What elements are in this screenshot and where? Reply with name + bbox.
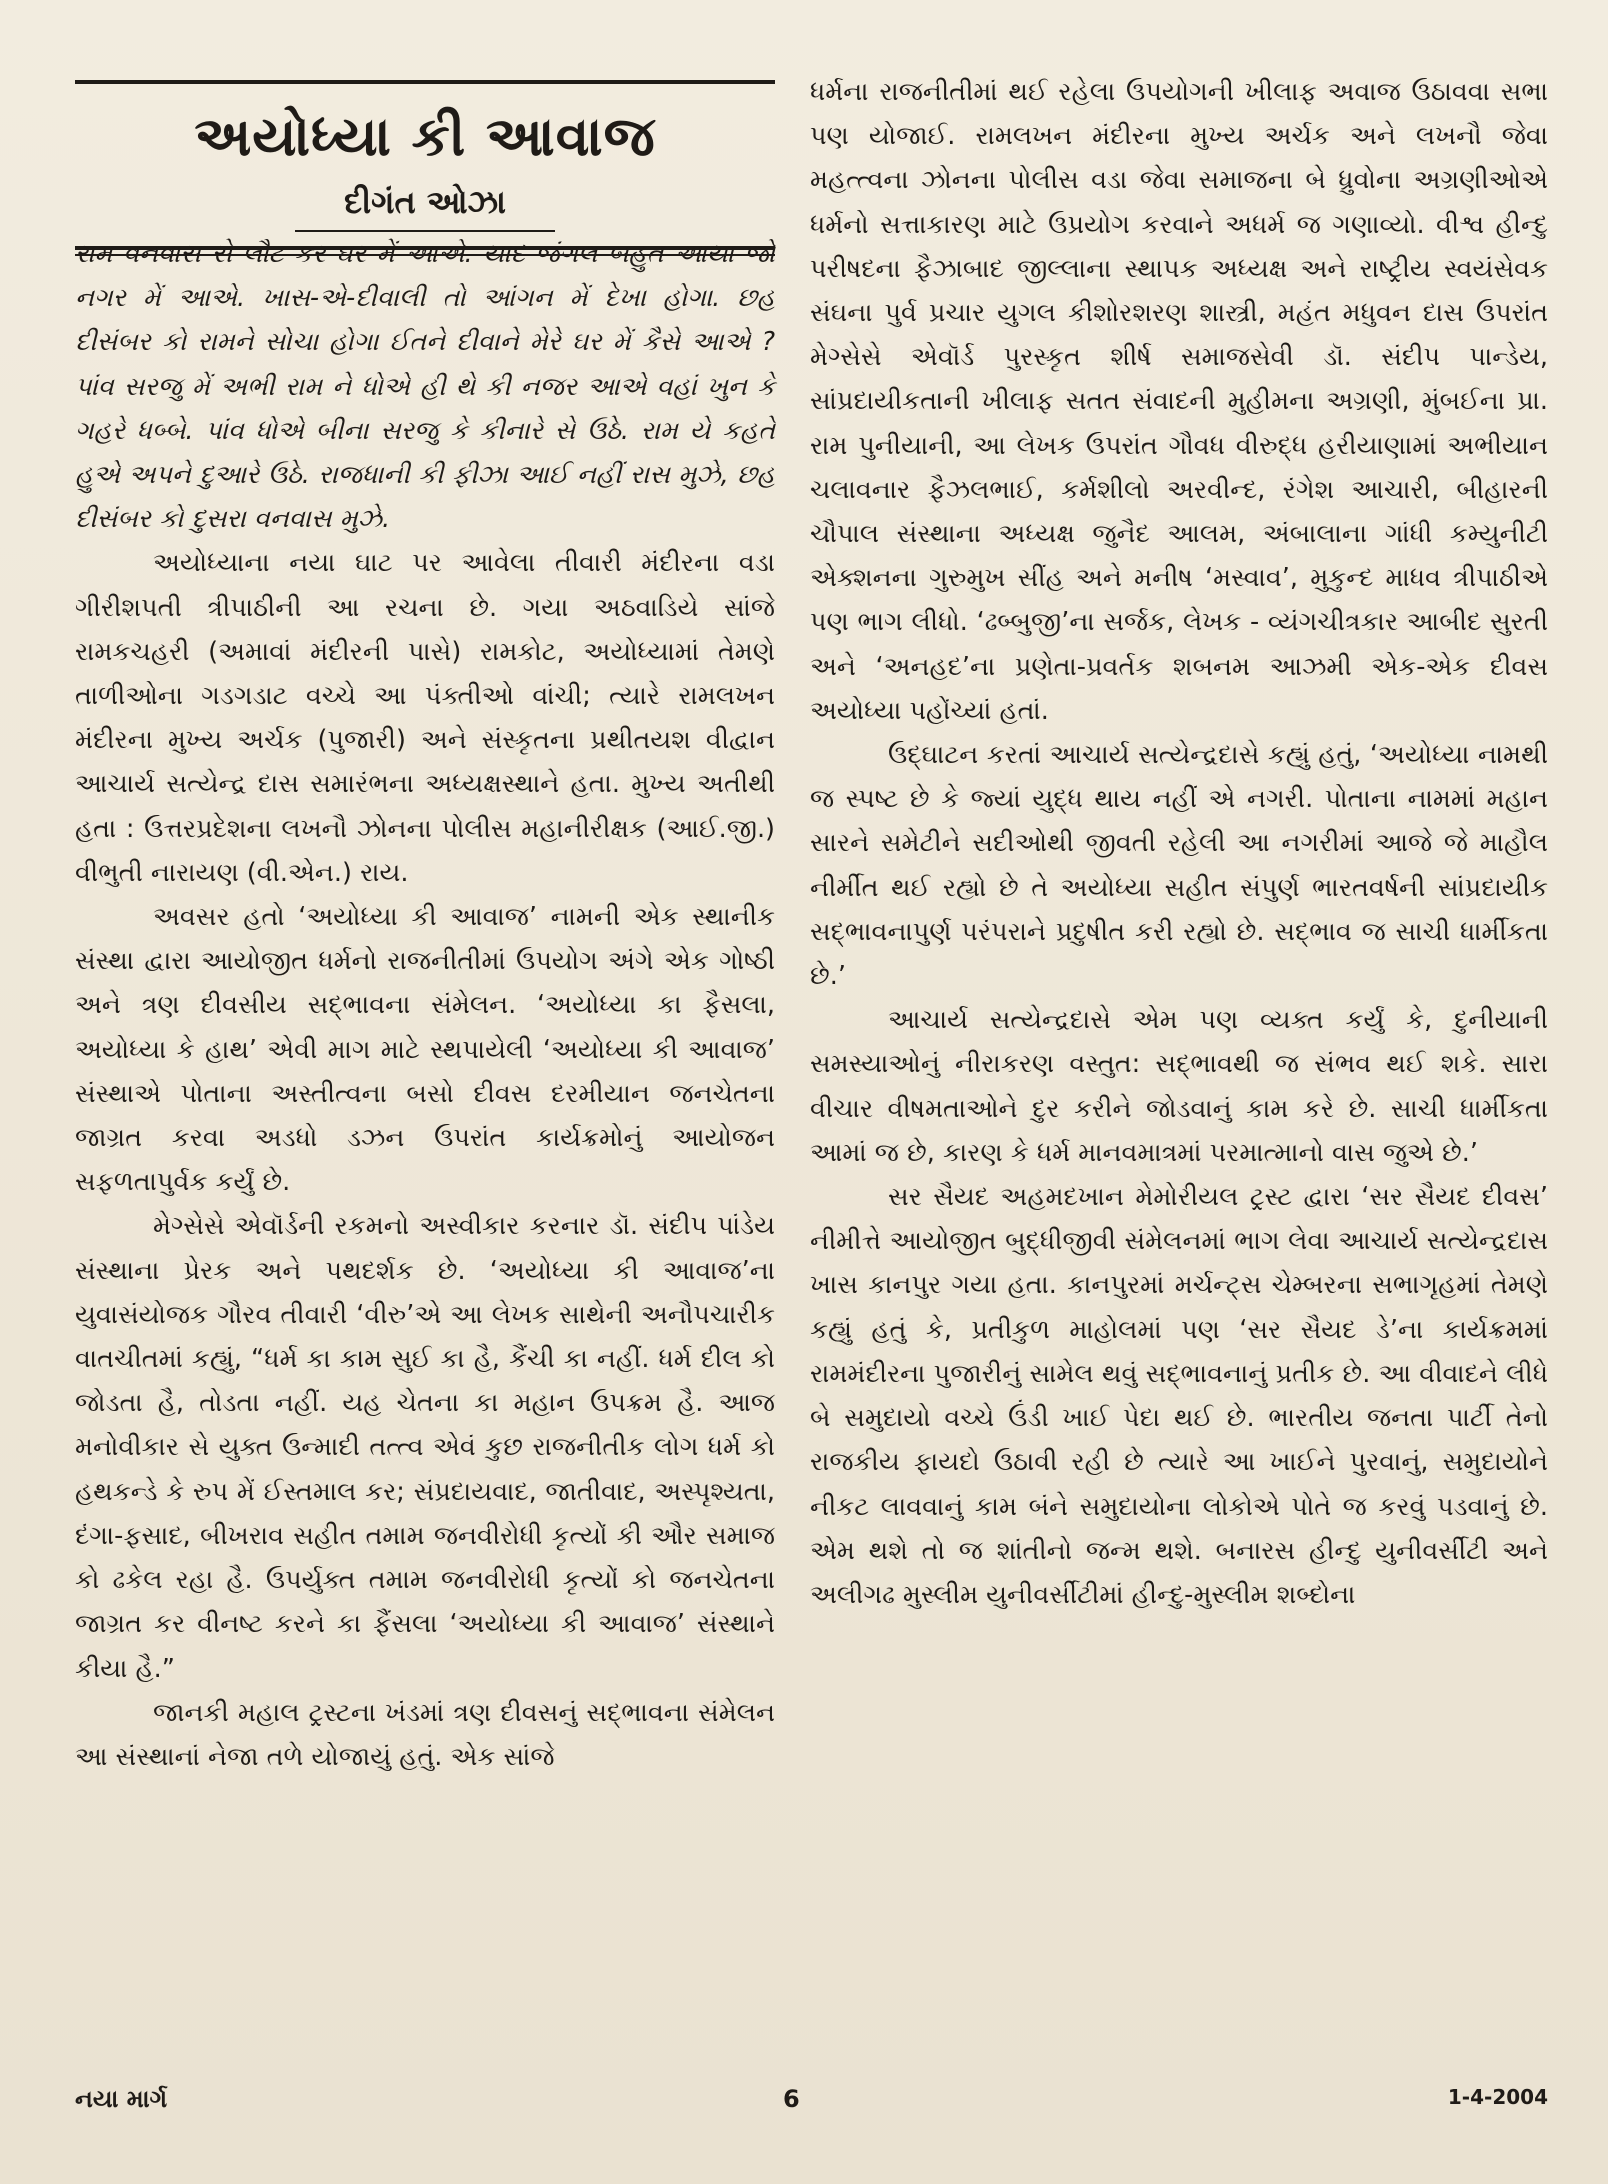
top-rule bbox=[75, 80, 775, 84]
page-footer bbox=[75, 2085, 1548, 2125]
page-number: 6 bbox=[783, 2085, 800, 2113]
issue-date: 1-4-2004 bbox=[1447, 2085, 1548, 2109]
right-column bbox=[810, 70, 1548, 1617]
paragraph: જાનકી મહાલ ટ્રસ્ટના ખંડમાં ત્રણ દીવસનું સદ્ભાવના સંમેલન આ સંસ્થાનાં નેજા તળે યોજાયું હતું. એક સાંજે bbox=[75, 1697, 775, 1772]
paragraph: ઉદ્ઘાટન કરતાં આચાર્ય સત્યેન્દ્રદાસે કહ્યું હતું, ‘અયોધ્યા નામથી જ સ્પષ્ટ છે કે જ્યાં યુદ્ધ થાય નહીં એ નગરી. પોતાના નામમાં મહાન સારને સમેટીને સદીઓથી જીવતી રહેલી આ નગરીમાં આજે જે માહૌલ નીર્મીત થઈ રહ્યો છે તે અયોધ્યા સહીત સંપુર્ણ ભારતવર્ષની સાંપ્રદાયીક સદ્ભાવનાપુર્ણ પરંપરાને પ્રદુષીત કરી રહ્યો છે. સદ્ભાવ જ સાચી ધાર્મીકતા છે.’ bbox=[810, 740, 1548, 992]
paragraph: ધર્મના રાજનીતીમાં થઈ રહેલા ઉપયોગની ખીલાફ અવાજ ઉઠાવવા સભા પણ યોજાઈ. રામલખન મંદીરના મુખ્ય અર્ચક અને લખનૌ જેવા મહત્ત્વના ઝોનના પોલીસ વડા જેવા સમાજના બે ધ્રુવોના અગ્રણીઓએ ધર્મનો સત્તાકારણ માટે ઉપ્રયોગ કરવાને અધર્મ જ ગણાવ્યો. વીશ્વ હીન્દુ પરીષદના ફૈઝાબાદ જીલ્લાના સ્થાપક અધ્યક્ષ અને રાષ્ટ્રીય સ્વયંસેવક સંઘના પુર્વ પ્રચાર યુગલ કીશોરશરણ શાસ્ત્રી, મહંત મધુવન દાસ ઉપરાંત મેગ્સેસે એવૉર્ડ પુરસ્કૃત શીર્ષ સમાજસેવી ડૉ. સંદીપ પાન્ડેય, સાંપ્રદાયીકતાની ખીલાફ સતત સંવાદની મુહીમના અગ્રણી, મુંબઈના પ્રા. રામ પુનીયાની, આ લેખક ઉપરાંત ગૌવધ વીરુદ્ધ હરીયાણામાં અભીયાન ચલાવનાર ફૈઝલભાઈ, કર્મશીલો અરવીન્દ, રંગેશ આચારી, બીહારની ચૌપાલ સંસ્થાના અધ્યક્ષ જુનૈદ આલમ, અંબાલાના ગાંધી કમ્યુનીટી એક્શનના ગુરુમુખ સીંહ અને મનીષ ‘મસ્વાવ’, મુકુન્દ માધવ ત્રીપાઠીએ પણ ભાગ લીધો. ‘ઢબ્બુજી’ના સર્જક, લેખક - વ્યંગચીત્રકાર આબીદ સુરતી અને ‘અનહદ’ના પ્રણેતા-પ્રવર્તક શબનમ આઝમી એક-એક દીવસ અયોધ્યા પહોંચ્યાં હતાં. bbox=[810, 77, 1548, 726]
paragraph: આચાર્ય સત્યેન્દ્રદાસે એમ પણ વ્યક્ત કર્યું કે, દુનીયાની સમસ્યાઓનું નીરાકરણ વસ્તુત: સદ્ભાવથી જ સંભવ થઈ શકે. સારા વીચાર વીષમતાઓને દુર કરીને જોડવાનું કામ કરે છે. સાચી ધાર્મીકતા આમાં જ છે, કારણ કે ધર્મ માનવમાત્રમાં પરમાત્માનો વાસ જુએ છે.’ bbox=[810, 1005, 1548, 1168]
paragraph: સર સૈયદ અહમદખાન મેમોરીયલ ટ્રસ્ટ દ્વારા ‘સર સૈયદ દીવસ’ નીમીત્તે આયોજીત બુદ્ધીજીવી સંમેલનમાં ભાગ લેવા આચાર્ય સત્યેન્દ્રદાસ ખાસ કાનપુર ગયા હતા. કાનપુરમાં મર્ચન્ટ્સ ચેમ્બરના સભાગૃહમાં તેમણે કહ્યું હતું કે, પ્રતીકુળ માહોલમાં પણ ‘સર સૈયદ ડે’ના કાર્યક્રમમાં રામમંદીરના પુજારીનું સામેલ થવું સદ્ભાવનાનું પ્રતીક છે. આ વીવાદને લીધે બે સમુદાયો વચ્ચે ઉંડી ખાઈ પેદા થઈ છે. ભારતીય જનતા પાર્ટી તેનો રાજકીય ફાયદો ઉઠાવી રહી છે ત્યારે આ ખાઈને પુરવાનું, સમુદાયોને નીકટ લાવવાનું કામ બંને સમુદાયોના લોકોએ પોતે જ કરવું પડવાનું છે. એમ થશે તો જ શાંતીનો જન્મ થશે. બનારસ હીન્દુ યુનીવર્સીટી અને અલીગઢ મુસ્લીમ યુનીવર્સીટીમાં હીન્દુ-મુસ્લીમ શબ્દોના bbox=[810, 1182, 1548, 1610]
poem-quote: રામ વનવાસ સે લૌટ કર ઘર મેં આએ. યાદ જંગલ બહુત આયા જો નગર મેં આએ. ખાસ-એ-દીવાલી તો આંગન મેં દેખા હોગા. છહ દીસંબર કો રામને સોચા હોગા ઈતને દીવાને મેરે ઘર મેં કૈસે આએ ? પાંવ સરજુ મેં અભી રામ ને ધોએ હી થે કી નજર આએ વહાં ખુન કે ગહરે ધબ્બે. પાંવ ધોએ બીના સરજુ કે કીનારે સે ઉઠે. રામ યે કહતે હુએ અપને દુઆરે ઉઠે. રાજધાની કી ફીઝા આઈ નહીં રાસ મુઝે, છહ દીસંબર કો દુસરા વનવાસ મુઝે. bbox=[75, 239, 775, 535]
article-title: અયોધ્યા કી આવાજ bbox=[194, 105, 656, 168]
paragraph: મેગ્સેસે એવૉર્ડની રકમનો અસ્વીકાર કરનાર ડૉ. સંદીપ પાંડેય સંસ્થાના પ્રેરક અને પથદર્શક છે. ‘અયોધ્યા કી આવાજ’ના યુવાસંયોજક ગૌરવ તીવારી ‘વીરુ’એ આ લેખક સાથેની અનૌપચારીક વાતચીતમાં કહ્યું, “ધર્મ કા કામ સુઈ કા હૈ, કૈંચી કા નહીં. ધર્મ દીલ કો જોડતા હૈ, તોડતા નહીં. યહ ચેતના કા મહાન ઉપક્રમ હૈ. આજ મનોવીકાર સે યુક્ત ઉન્માદી તત્ત્વ એવં કુછ રાજનીતીક લોગ ધર્મ કો હથકન્ડે કે રુપ મેં ઈસ્તમાલ કર; સંપ્રદાયવાદ, જાતીવાદ, અસ્પૃશ્યતા, દંગા-ફસાદ, બીખરાવ સહીત તમામ જનવીરોધી કૃત્યોં કી ઔર સમાજ કો ઢકેલ રહા હૈ. ઉપર્યુક્ત તમામ જનવીરોધી કૃત્યોં કો જનચેતના જાગ્રત કર વીનષ્ટ કરને કા ફૈંસલા ‘અયોધ્યા કી આવાજ’ સંસ્થાને કીયા હૈ.” bbox=[75, 1211, 775, 1684]
left-column bbox=[75, 232, 775, 1779]
article-header bbox=[75, 80, 775, 256]
paragraph: અવસર હતો ‘અયોધ્યા કી આવાજ’ નામની એક સ્થાનીક સંસ્થા દ્વારા આયોજીત ધર્મનો રાજનીતીમાં ઉપયોગ અંગે એક ગોષ્ઠી અને ત્રણ દીવસીય સદ્ભાવના સંમેલન. ‘અયોધ્યા કા ફૈસલા, અયોધ્યા કે હાથ’ એવી માગ માટે સ્થપાયેલી ‘અયોધ્યા કી આવાજ’ સંસ્થાએ પોતાના અસ્તીત્વના બસો દીવસ દરમીયાન જનચેતના જાગ્રત કરવા અડધો ડઝન ઉપરાંત કાર્યક્રમોનું આયોજન સફળતાપુર્વક કર્યું છે. bbox=[75, 902, 775, 1198]
paragraph: અયોધ્યાના નયા ઘાટ પર આવેલા તીવારી મંદીરના વડા ગીરીશપતી ત્રીપાઠીની આ રચના છે. ગયા અઠવાડિયે સાંજે રામકચહરી (અમાવાં મંદીરની પાસે) રામકોટ, અયોધ્યામાં તેમણે તાળીઓના ગડગડાટ વચ્ચે આ પંક્તીઓ વાંચી; ત્યારે રામલખન મંદીરના મુખ્ય અર્ચક (પુજારી) અને સંસ્કૃતના પ્રથીતયશ વીદ્વાન આચાર્ય સત્યેન્દ્ર દાસ સમારંભના અધ્યક્ષસ્થાને હતા. મુખ્ય અતીથી હતા : ઉત્તરપ્રદેશના લખનૌ ઝોનના પોલીસ મહાનીરીક્ષક (આઈ.જી.) વીભુતી નારાયણ (વી.એન.) રાય. bbox=[75, 548, 775, 888]
article-author: દીગંત ઓઝા bbox=[344, 183, 506, 221]
publication-name: નયા માર્ગ bbox=[75, 2085, 168, 2113]
